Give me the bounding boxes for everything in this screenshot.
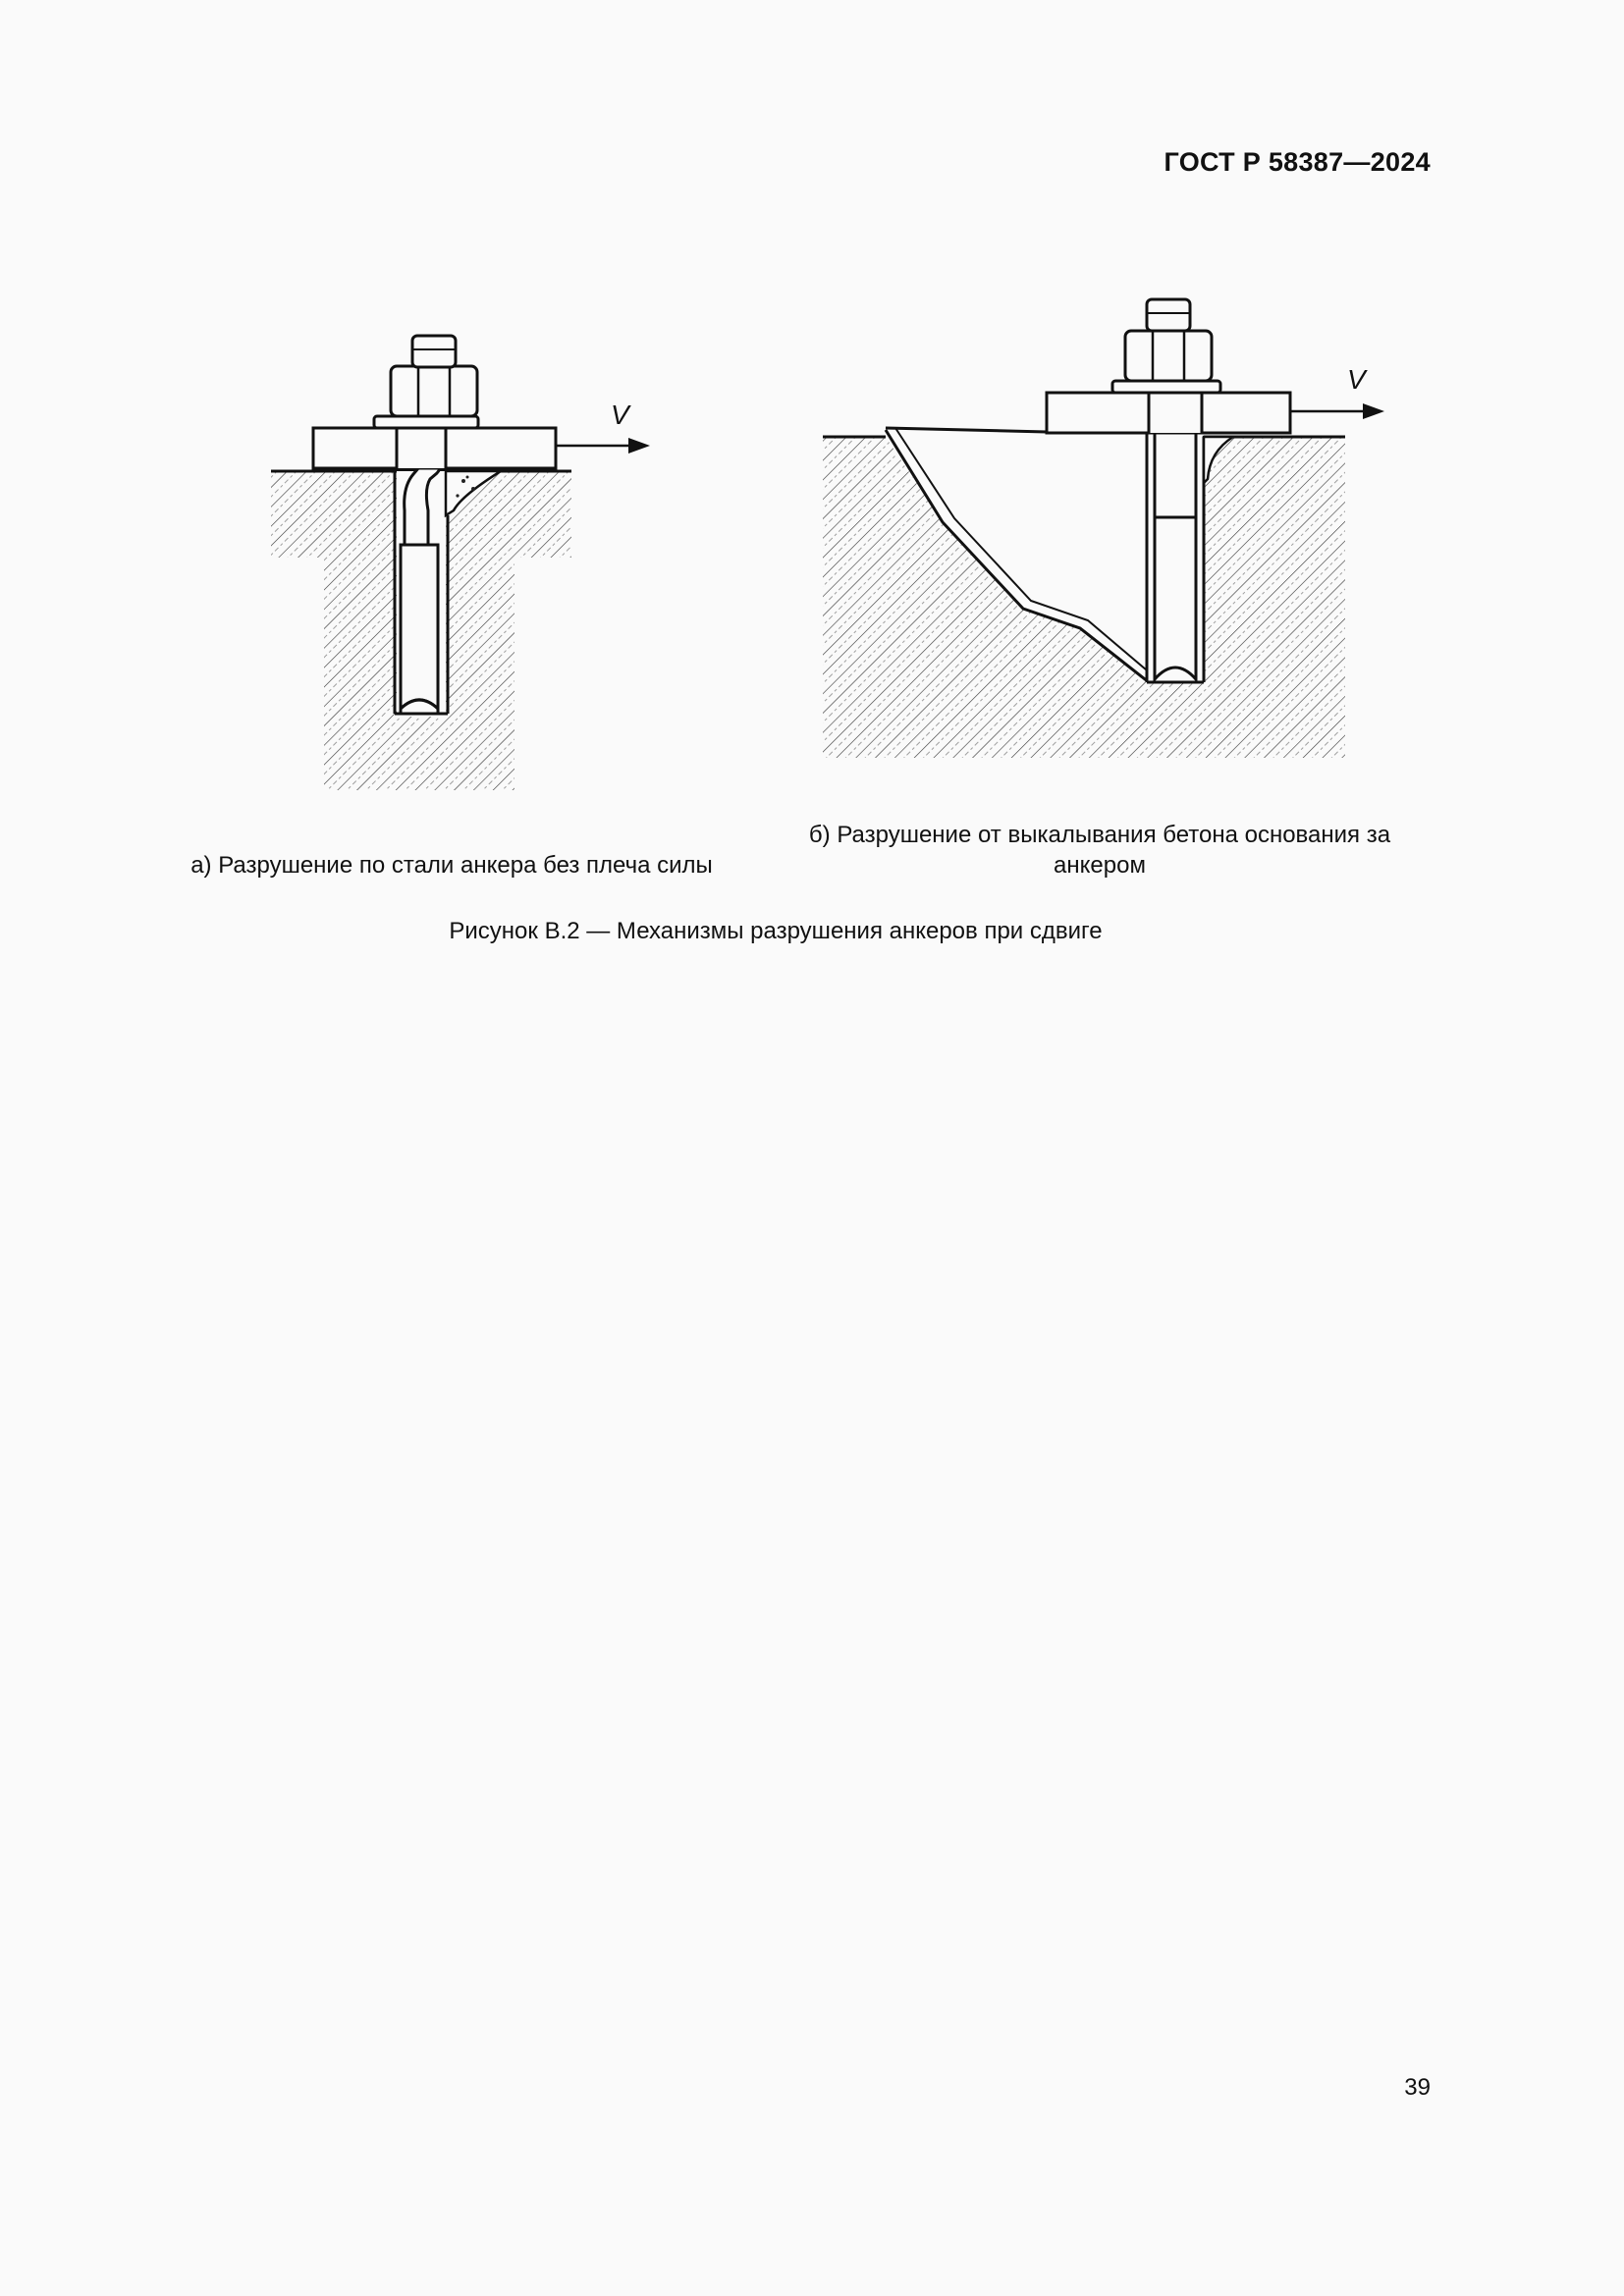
nut-a bbox=[391, 366, 477, 416]
panel-b-diagram bbox=[823, 299, 1384, 758]
caption-panel-a: а) Разрушение по стали анкера без плеча силы bbox=[190, 852, 713, 879]
panel-a-diagram bbox=[271, 336, 650, 790]
force-label-a: V bbox=[611, 400, 629, 430]
force-label-b: V bbox=[1347, 364, 1366, 395]
caption-panel-b: б) Разрушение от выкалывания бетона основания за анкером bbox=[808, 822, 1391, 879]
page-number: 39 bbox=[1404, 2074, 1431, 2101]
concrete-base-b bbox=[823, 437, 1345, 758]
document-code: ГОСТ Р 58387—2024 bbox=[1164, 147, 1431, 177]
figure-title: Рисунок В.2 — Механизмы разрушения анкеров при сдвиге bbox=[449, 918, 1103, 944]
nut-b bbox=[1125, 331, 1212, 381]
